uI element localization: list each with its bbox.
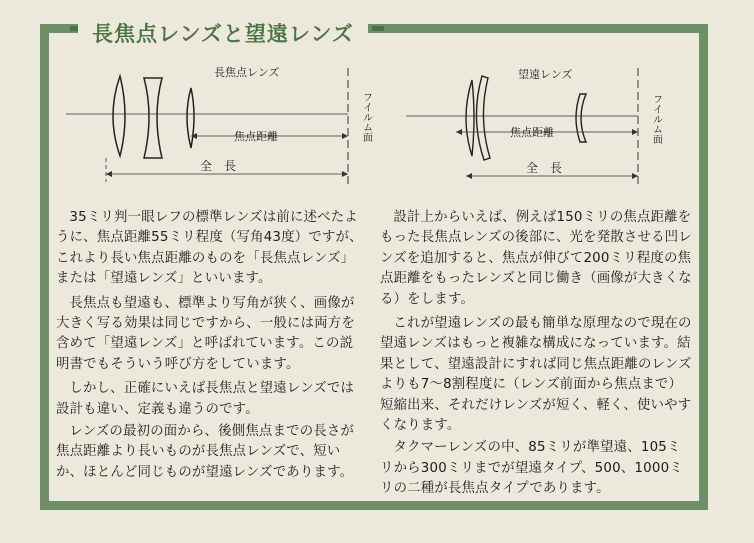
long-focus-lens-diagram bbox=[66, 58, 376, 188]
paragraph: これが望遠レンズの最も簡単な原理なので現在の望遠レンズはもっと複雑な構成になっています。結果として、望遠設計にすれば同じ焦点距離のレンズよりも7～8割程度に（レンズ前面から焦点まで）短縮出来、それだけレンズが短く、軽く、使いやすくなります。 bbox=[380, 316, 692, 434]
film-plane-label: フイルム面 bbox=[650, 94, 662, 144]
left-text-column bbox=[56, 208, 366, 483]
front-lens-2 bbox=[476, 76, 490, 160]
telephoto-label: 望遠レンズ bbox=[518, 68, 573, 81]
paragraph: 35ミリ判一眼レフの標準レンズは前に述べたように、焦点距離55ミリ程度（写角43度）ですが、これより長い焦点距離のものを「長焦点レンズ」または「望遠レンズ」といいます。 bbox=[56, 210, 363, 287]
total-length-label: 全 長 bbox=[200, 159, 237, 173]
page-title: 長焦点レンズと望遠レンズ bbox=[78, 14, 368, 51]
convex-lens-2 bbox=[187, 88, 194, 148]
long-focus-label: 長焦点レンズ bbox=[214, 66, 280, 79]
right-text-column bbox=[380, 208, 692, 500]
telephoto-lens-diagram bbox=[376, 58, 686, 188]
total-length-label: 全 長 bbox=[526, 161, 563, 175]
paragraph: 設計上からいえば、例えば150ミリの焦点距離をもった長焦点レンズの後部に、光を発散させる凹レンズを追加すると、焦点が伸びて200ミリ程度の焦点距離をもったレンズと同じ働き（画像が大きくなる）をします。 bbox=[380, 210, 692, 307]
paragraph: タクマーレンズの中、85ミリが準望遠、105ミリから300ミリまでが望遠タイプ、500、1000ミリの二種が長焦点タイプであります。 bbox=[380, 440, 683, 497]
paragraph: レンズの最初の面から、後側焦点までの長さが焦点距離より長いものが長焦点レンズで、短いか、ほとんど同じものが望遠レンズであります。 bbox=[56, 424, 355, 480]
focal-length-label: 焦点距離 bbox=[234, 130, 278, 143]
concave-lens bbox=[144, 78, 162, 158]
rear-concave-lens bbox=[576, 94, 586, 142]
convex-lens-1 bbox=[113, 76, 125, 156]
paragraph: 長焦点も望遠も、標準より写角が狭く、画像が大きく写る効果は同じですから、一般には両方を含めて「望遠レンズ」と呼ばれています。この説明書でもそういう呼び方をしています。 bbox=[56, 295, 355, 372]
title-dash-right bbox=[372, 26, 384, 31]
paragraph: しかし、正確にいえば長焦点と望遠レンズでは設計も違い、定義も違うのです。 bbox=[56, 381, 355, 417]
focal-length-label: 焦点距離 bbox=[510, 126, 554, 139]
front-lens-1 bbox=[466, 80, 474, 156]
film-plane-label: フイルム面 bbox=[360, 92, 372, 142]
